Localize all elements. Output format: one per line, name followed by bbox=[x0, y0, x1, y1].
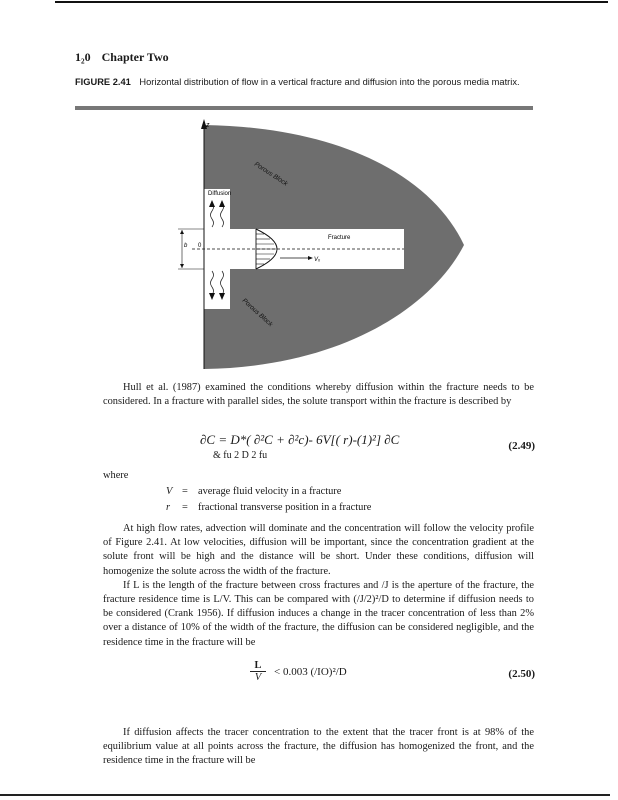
porous-block-bottom-label: Porous Block bbox=[240, 297, 274, 329]
porous-block-top-label: Porous Block bbox=[252, 160, 289, 188]
fracture-label: Fracture bbox=[328, 235, 351, 241]
figure-label: FIGURE 2.41 bbox=[75, 77, 131, 87]
definition-row: V = average fluid velocity in a fracture bbox=[166, 486, 342, 497]
bottom-rule bbox=[0, 794, 610, 796]
equation-2-50-rhs: < 0.003 (/IO)²/D bbox=[274, 666, 347, 678]
equation-2-50-number: (2.50) bbox=[508, 668, 535, 680]
figure-caption bbox=[75, 76, 535, 89]
figure-caption-text: Horizontal distribution of flow in a vertical fracture and diffusion into the porous media matrix. bbox=[139, 77, 520, 87]
equation-2-49-body: ∂C = D*( ∂²C + ∂²c)- 6V[( r)-(1)²] ∂C bbox=[200, 432, 400, 447]
porous-block-top bbox=[204, 125, 464, 245]
paragraph-2: At high flow rates, advection will dominate and the concentration will follow the velocity profile of Figure 2.41. At low velocities, diffusion will be important, since the concentration gradient at the solute front will be high and the distance will be short. Under these conditions, diffusion will homogenize the solute across the width of the fracture. If L is the length of the fracture between cross fractures and /J is the aperture of the fracture, the fracture residence time is L/V. This can be compared with (/J/2)²/D to determine if diffusion needs to be considered (Crank 1956). If diffusion induces a change in the tracer concentration of less than 2% over a distance of 10% of the width of the fracture, the diffusion can be considered negligible, and the residence time in the fracture will be bbox=[103, 522, 534, 650]
equation-2-49-number: (2.49) bbox=[508, 440, 535, 452]
equation-2-50 bbox=[250, 660, 535, 696]
axis-label-z: z bbox=[206, 122, 210, 129]
origin-label: 0 bbox=[198, 243, 202, 249]
definition-row: r = fractional transverse position in a fracture bbox=[166, 502, 372, 513]
equation-2-49 bbox=[200, 432, 535, 468]
top-rule bbox=[55, 1, 608, 3]
equation-2-49-denominators: & fu 2 D 2 fu bbox=[213, 450, 268, 461]
paragraph-1: Hull et al. (1987) examined the conditions whereby diffusion within the fracture needs to be considered. In a fracture with parallel sides, the solute transport within the fracture is described by bbox=[103, 382, 534, 408]
chapter-title: Chapter Two bbox=[101, 50, 169, 64]
figure-2-41 bbox=[172, 117, 468, 373]
where-label: where bbox=[103, 470, 129, 481]
fracture-diagram bbox=[172, 117, 468, 373]
equation-2-50-fraction: $\frac{L}{V}$ bbox=[250, 660, 266, 683]
velocity-label: Vₓ bbox=[314, 257, 321, 263]
aperture-label-b: b bbox=[184, 243, 188, 249]
variable-definitions bbox=[166, 484, 371, 516]
diffusion-label: Diffusion bbox=[208, 191, 232, 197]
caption-rule bbox=[75, 106, 533, 110]
paragraph-3: If L is the length of the fracture between cross fractures and /J is the aperture of the fracture, the fracture residence time is L/V. This can be compared with (/J/2)²/D to determine if diffusion needs to be considered (Crank 1956). If diffusion induces a change in the tracer concentration of less than 2% over a distance of 10% of the width of the fracture, the diffusion can be considered negligible, and the residence time in the fracture will be bbox=[103, 579, 534, 648]
running-header bbox=[75, 50, 169, 65]
paragraph-4: If diffusion affects the tracer concentration to the extent that the tracer front is at 98% of the equilibrium value at all points across the fracture, the diffusion has homogenized the front, and the residence time in the fracture will be bbox=[103, 727, 534, 767]
page-number: 1₂0 bbox=[75, 50, 91, 64]
